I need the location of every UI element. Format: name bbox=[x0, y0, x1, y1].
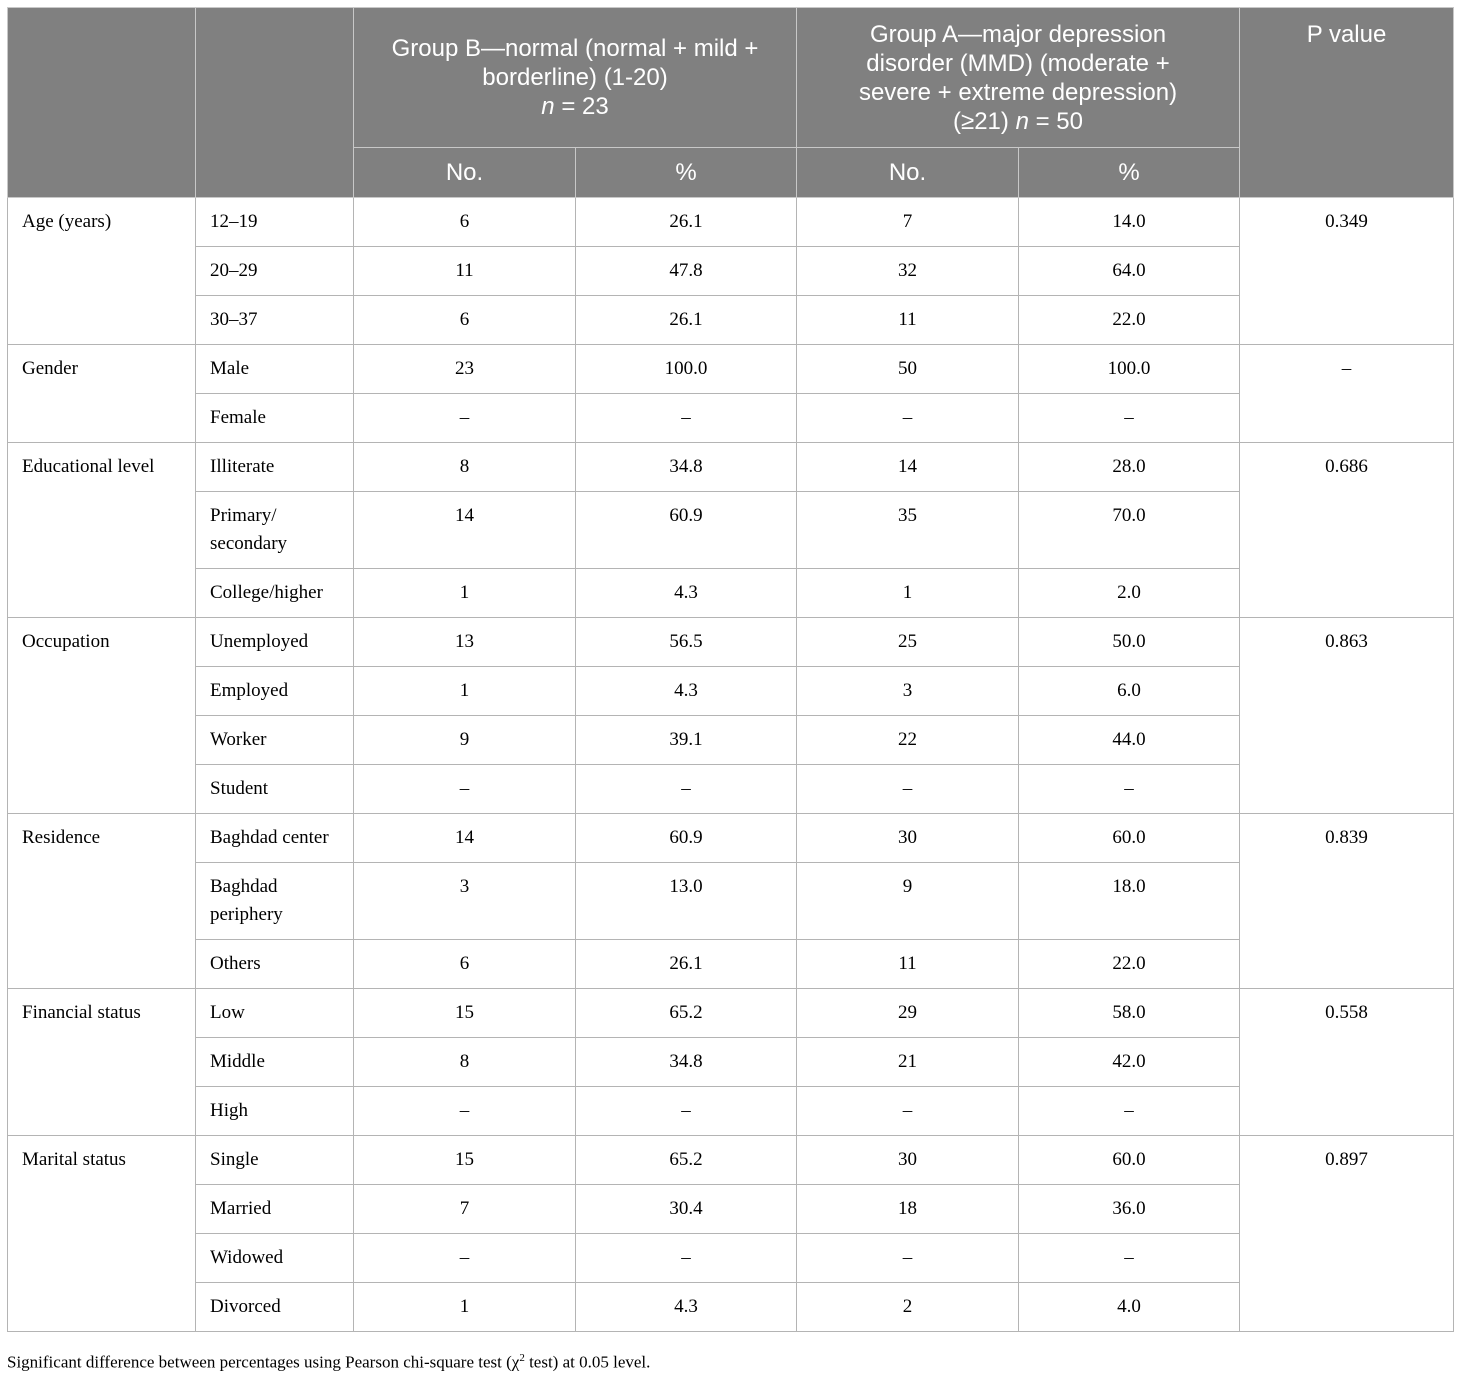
group-a-pct-cell: 44.0 bbox=[1019, 716, 1240, 765]
group-b-no-cell: 11 bbox=[354, 247, 576, 296]
p-value-cell: 0.897 bbox=[1240, 1136, 1454, 1332]
group-a-no-cell: 29 bbox=[797, 989, 1019, 1038]
category-cell: Educational level bbox=[8, 443, 196, 618]
header-blank-category bbox=[8, 8, 196, 198]
group-a-pct-cell: 28.0 bbox=[1019, 443, 1240, 492]
group-b-no-cell: 8 bbox=[354, 1038, 576, 1087]
group-a-no-cell: 30 bbox=[797, 1136, 1019, 1185]
group-a-no-cell: – bbox=[797, 765, 1019, 814]
subcategory-cell: Unemployed bbox=[196, 618, 354, 667]
subcategory-cell: Female bbox=[196, 394, 354, 443]
group-a-no-cell: 7 bbox=[797, 198, 1019, 247]
table-row bbox=[8, 1234, 1454, 1283]
group-a-no-cell: 2 bbox=[797, 1283, 1019, 1332]
group-b-no-cell: 6 bbox=[354, 940, 576, 989]
group-a-no-cell: 35 bbox=[797, 492, 1019, 569]
group-a-no-cell: 9 bbox=[797, 863, 1019, 940]
group-b-pct-cell: 47.8 bbox=[576, 247, 797, 296]
group-b-pct-cell: 4.3 bbox=[576, 569, 797, 618]
group-a-pct-cell: 22.0 bbox=[1019, 940, 1240, 989]
p-value-cell: 0.863 bbox=[1240, 618, 1454, 814]
group-a-pct-cell: 60.0 bbox=[1019, 1136, 1240, 1185]
group-b-pct-cell: 34.8 bbox=[576, 1038, 797, 1087]
table-row bbox=[8, 247, 1454, 296]
group-a-no-cell: 50 bbox=[797, 345, 1019, 394]
table-row bbox=[8, 765, 1454, 814]
subcategory-cell: Baghdad periphery bbox=[196, 863, 354, 940]
group-b-pct-cell: 34.8 bbox=[576, 443, 797, 492]
group-b-pct-cell: 26.1 bbox=[576, 296, 797, 345]
subcategory-cell: 20–29 bbox=[196, 247, 354, 296]
group-a-no-cell: 18 bbox=[797, 1185, 1019, 1234]
table-row bbox=[8, 618, 1454, 667]
subcategory-cell: Student bbox=[196, 765, 354, 814]
group-b-pct-cell: 26.1 bbox=[576, 198, 797, 247]
header-b-pct: % bbox=[576, 148, 797, 198]
group-a-pct-cell: 18.0 bbox=[1019, 863, 1240, 940]
group-a-pct-cell: 58.0 bbox=[1019, 989, 1240, 1038]
group-b-no-cell: 13 bbox=[354, 618, 576, 667]
p-value-cell: – bbox=[1240, 345, 1454, 443]
group-a-pct-cell: – bbox=[1019, 1087, 1240, 1136]
table-row bbox=[8, 569, 1454, 618]
subcategory-cell: 30–37 bbox=[196, 296, 354, 345]
group-b-pct-cell: 4.3 bbox=[576, 1283, 797, 1332]
group-b-no-cell: 7 bbox=[354, 1185, 576, 1234]
group-a-no-cell: – bbox=[797, 1087, 1019, 1136]
table-row bbox=[8, 716, 1454, 765]
data-table bbox=[7, 7, 1454, 1332]
group-b-no-cell: 15 bbox=[354, 989, 576, 1038]
group-b-pct-cell: 4.3 bbox=[576, 667, 797, 716]
group-b-pct-cell: 26.1 bbox=[576, 940, 797, 989]
group-b-pct-cell: 65.2 bbox=[576, 1136, 797, 1185]
group-a-no-cell: – bbox=[797, 1234, 1019, 1283]
group-b-no-cell: – bbox=[354, 1087, 576, 1136]
subcategory-cell: Male bbox=[196, 345, 354, 394]
group-a-no-cell: 11 bbox=[797, 940, 1019, 989]
header-group-b: Group B—normal (normal + mild + borderline) (1-20) n = 23 bbox=[354, 8, 797, 148]
subcategory-cell: Divorced bbox=[196, 1283, 354, 1332]
header-a-no: No. bbox=[797, 148, 1019, 198]
group-b-pct-cell: – bbox=[576, 765, 797, 814]
group-b-pct-cell: – bbox=[576, 394, 797, 443]
subcategory-cell: Single bbox=[196, 1136, 354, 1185]
category-cell: Gender bbox=[8, 345, 196, 443]
table-row bbox=[8, 443, 1454, 492]
table-footnote: Significant difference between percentages using Pearson chi-square test ($\chi^2$ test) at 0.05 level. bbox=[7, 1352, 651, 1372]
group-a-no-cell: 21 bbox=[797, 1038, 1019, 1087]
table-row bbox=[8, 296, 1454, 345]
group-a-pct-cell: – bbox=[1019, 765, 1240, 814]
group-a-no-cell: 3 bbox=[797, 667, 1019, 716]
header-b-no: No. bbox=[354, 148, 576, 198]
group-a-pct-cell: 50.0 bbox=[1019, 618, 1240, 667]
group-a-no-cell: – bbox=[797, 394, 1019, 443]
group-b-pct-cell: 60.9 bbox=[576, 814, 797, 863]
group-b-no-cell: 14 bbox=[354, 814, 576, 863]
group-a-pct-cell: 4.0 bbox=[1019, 1283, 1240, 1332]
group-a-pct-cell: 100.0 bbox=[1019, 345, 1240, 394]
group-a-pct-cell: 70.0 bbox=[1019, 492, 1240, 569]
subcategory-cell: High bbox=[196, 1087, 354, 1136]
table-row bbox=[8, 394, 1454, 443]
subcategory-cell: Baghdad center bbox=[196, 814, 354, 863]
group-a-pct-cell: – bbox=[1019, 394, 1240, 443]
group-a-pct-cell: – bbox=[1019, 1234, 1240, 1283]
group-b-pct-cell: 65.2 bbox=[576, 989, 797, 1038]
group-a-no-cell: 30 bbox=[797, 814, 1019, 863]
table-row bbox=[8, 1136, 1454, 1185]
header-p-value: P value bbox=[1240, 8, 1454, 198]
group-a-no-cell: 14 bbox=[797, 443, 1019, 492]
table-row bbox=[8, 1087, 1454, 1136]
p-value-cell: 0.686 bbox=[1240, 443, 1454, 618]
group-a-pct-cell: 64.0 bbox=[1019, 247, 1240, 296]
table-row bbox=[8, 863, 1454, 940]
group-b-no-cell: 1 bbox=[354, 667, 576, 716]
category-cell: Occupation bbox=[8, 618, 196, 814]
group-b-no-cell: 3 bbox=[354, 863, 576, 940]
group-b-no-cell: – bbox=[354, 394, 576, 443]
group-b-pct-cell: 100.0 bbox=[576, 345, 797, 394]
group-a-pct-cell: 2.0 bbox=[1019, 569, 1240, 618]
subcategory-cell: Low bbox=[196, 989, 354, 1038]
group-b-pct-cell: 56.5 bbox=[576, 618, 797, 667]
group-b-no-cell: 8 bbox=[354, 443, 576, 492]
subcategory-cell: Employed bbox=[196, 667, 354, 716]
group-a-pct-cell: 22.0 bbox=[1019, 296, 1240, 345]
group-b-pct-cell: 13.0 bbox=[576, 863, 797, 940]
p-value-cell: 0.558 bbox=[1240, 989, 1454, 1136]
category-cell: Age (years) bbox=[8, 198, 196, 345]
table-row bbox=[8, 198, 1454, 247]
table-row bbox=[8, 345, 1454, 394]
subcategory-cell: Worker bbox=[196, 716, 354, 765]
group-b-pct-cell: 30.4 bbox=[576, 1185, 797, 1234]
category-cell: Financial status bbox=[8, 989, 196, 1136]
table-row bbox=[8, 814, 1454, 863]
table-row bbox=[8, 1038, 1454, 1087]
header-a-pct: % bbox=[1019, 148, 1240, 198]
group-a-pct-cell: 6.0 bbox=[1019, 667, 1240, 716]
table-row bbox=[8, 492, 1454, 569]
group-a-no-cell: 22 bbox=[797, 716, 1019, 765]
subcategory-cell: Primary/ secondary bbox=[196, 492, 354, 569]
subcategory-cell: Married bbox=[196, 1185, 354, 1234]
group-a-pct-cell: 14.0 bbox=[1019, 198, 1240, 247]
group-a-pct-cell: 60.0 bbox=[1019, 814, 1240, 863]
category-cell: Marital status bbox=[8, 1136, 196, 1332]
group-b-no-cell: – bbox=[354, 765, 576, 814]
subcategory-cell: Middle bbox=[196, 1038, 354, 1087]
header-group-a: Group A—major depression disorder (MMD) (moderate + severe + extreme depression) (≥21) n = 50 bbox=[797, 8, 1240, 148]
group-b-no-cell: 6 bbox=[354, 296, 576, 345]
group-a-pct-cell: 42.0 bbox=[1019, 1038, 1240, 1087]
subcategory-cell: Illiterate bbox=[196, 443, 354, 492]
p-value-cell: 0.349 bbox=[1240, 198, 1454, 345]
group-b-pct-cell: 60.9 bbox=[576, 492, 797, 569]
group-b-no-cell: 15 bbox=[354, 1136, 576, 1185]
group-b-pct-cell: 39.1 bbox=[576, 716, 797, 765]
group-b-no-cell: 1 bbox=[354, 1283, 576, 1332]
table-row bbox=[8, 1283, 1454, 1332]
group-b-no-cell: 23 bbox=[354, 345, 576, 394]
group-b-no-cell: 14 bbox=[354, 492, 576, 569]
group-b-no-cell: 1 bbox=[354, 569, 576, 618]
group-b-pct-cell: – bbox=[576, 1087, 797, 1136]
group-b-no-cell: – bbox=[354, 1234, 576, 1283]
subcategory-cell: College/higher bbox=[196, 569, 354, 618]
table-row bbox=[8, 989, 1454, 1038]
header-blank-subcategory bbox=[196, 8, 354, 198]
p-value-cell: 0.839 bbox=[1240, 814, 1454, 989]
group-a-no-cell: 11 bbox=[797, 296, 1019, 345]
group-b-no-cell: 9 bbox=[354, 716, 576, 765]
table-row bbox=[8, 940, 1454, 989]
group-b-no-cell: 6 bbox=[354, 198, 576, 247]
subcategory-cell: Widowed bbox=[196, 1234, 354, 1283]
table-body bbox=[8, 198, 1454, 1332]
table-row bbox=[8, 1185, 1454, 1234]
table-row bbox=[8, 667, 1454, 716]
group-a-no-cell: 32 bbox=[797, 247, 1019, 296]
group-a-pct-cell: 36.0 bbox=[1019, 1185, 1240, 1234]
subcategory-cell: Others bbox=[196, 940, 354, 989]
subcategory-cell: 12–19 bbox=[196, 198, 354, 247]
group-a-no-cell: 25 bbox=[797, 618, 1019, 667]
category-cell: Residence bbox=[8, 814, 196, 989]
group-a-no-cell: 1 bbox=[797, 569, 1019, 618]
group-b-pct-cell: – bbox=[576, 1234, 797, 1283]
